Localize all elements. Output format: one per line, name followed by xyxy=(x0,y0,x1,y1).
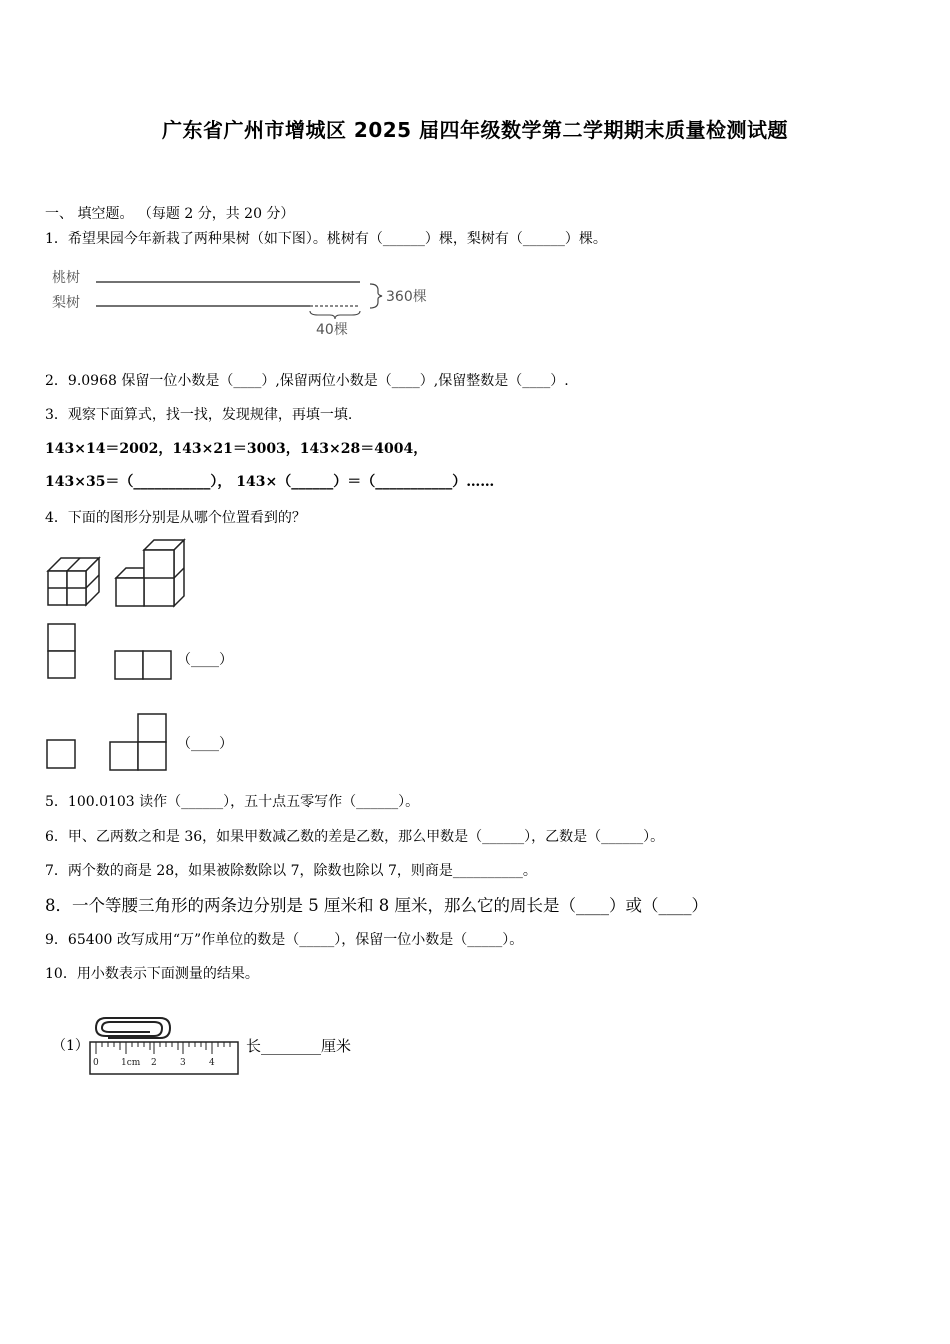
question-3: 3．观察下面算式，找一找，发现规律，再填一填. xyxy=(45,407,353,423)
q1-tree-diagram xyxy=(48,265,438,340)
diff-brace xyxy=(310,311,360,319)
q4-view-vertical-two xyxy=(46,622,78,680)
question-10-sub-label: （1） xyxy=(52,1038,89,1054)
question-9: 9．65400 改写成用“万”作单位的数是（_____），保留一位小数是（_____）。 xyxy=(45,932,524,948)
question-2: 2．9.0968 保留一位小数是（____）,保留两位小数是（____）,保留整数是（____）. xyxy=(45,373,569,389)
question-4: 4．下面的图形分别是从哪个位置看到的？ xyxy=(45,510,306,526)
question-10-answer: 长________厘米 xyxy=(246,1037,352,1055)
label-pear: 梨树 xyxy=(52,295,80,311)
q4-solid-figure-1 xyxy=(45,555,105,610)
label-diff: 40棵 xyxy=(316,322,348,338)
ruler-tick-1: 1cm xyxy=(121,1058,141,1068)
paperclip-icon xyxy=(96,1018,170,1038)
q4-answer-2: （____） xyxy=(177,736,233,752)
ruler-tick-2: 2 xyxy=(151,1058,157,1068)
q4-view-l-shape xyxy=(108,712,170,772)
question-7: 7．两个数的商是 28，如果被除数除以 7，除数也除以 7，则商是__________。 xyxy=(45,863,537,879)
q4-answer-1: （____） xyxy=(177,652,233,668)
q4-view-single xyxy=(45,738,77,772)
question-10: 10．用小数表示下面测量的结果。 xyxy=(45,966,259,982)
question-3-line-2: 143×35＝（___________）， 143×（______）＝（___________）…… xyxy=(45,474,495,490)
total-brace xyxy=(370,284,382,308)
question-8: 8．一个等腰三角形的两条边分别是 5 厘米和 8 厘米，那么它的周长是（____）或（____） xyxy=(45,896,708,915)
label-total: 360棵 xyxy=(386,289,427,305)
question-5: 5．100.0103 读作（______），五十点五零写作（______）。 xyxy=(45,794,420,810)
ruler-body xyxy=(90,1042,238,1074)
ruler-tick-4: 4 xyxy=(209,1058,215,1068)
question-6: 6．甲、乙两数之和是 36，如果甲数减乙数的差是乙数，那么甲数是（______），乙数是（______）。 xyxy=(45,829,665,845)
section-heading: 一、 填空题。 （每题 2 分，共 20 分） xyxy=(45,206,295,222)
ruler-with-paperclip xyxy=(88,1012,244,1080)
page-title: 广东省广州市增城区 2025 届四年级数学第二学期期末质量检测试题 xyxy=(161,118,789,142)
ruler-tick-0: 0 xyxy=(93,1058,99,1068)
q4-view-horizontal-two xyxy=(113,649,173,681)
question-3-line-1: 143×14＝2002，143×21＝3003，143×28＝4004， xyxy=(45,441,428,457)
ruler-tick-3: 3 xyxy=(180,1058,186,1068)
label-peach: 桃树 xyxy=(52,270,80,286)
q4-solid-figure-2 xyxy=(114,538,189,610)
question-1: 1．希望果园今年新栽了两种果树（如下图）。桃树有（______）棵，梨树有（______）棵。 xyxy=(45,231,607,247)
